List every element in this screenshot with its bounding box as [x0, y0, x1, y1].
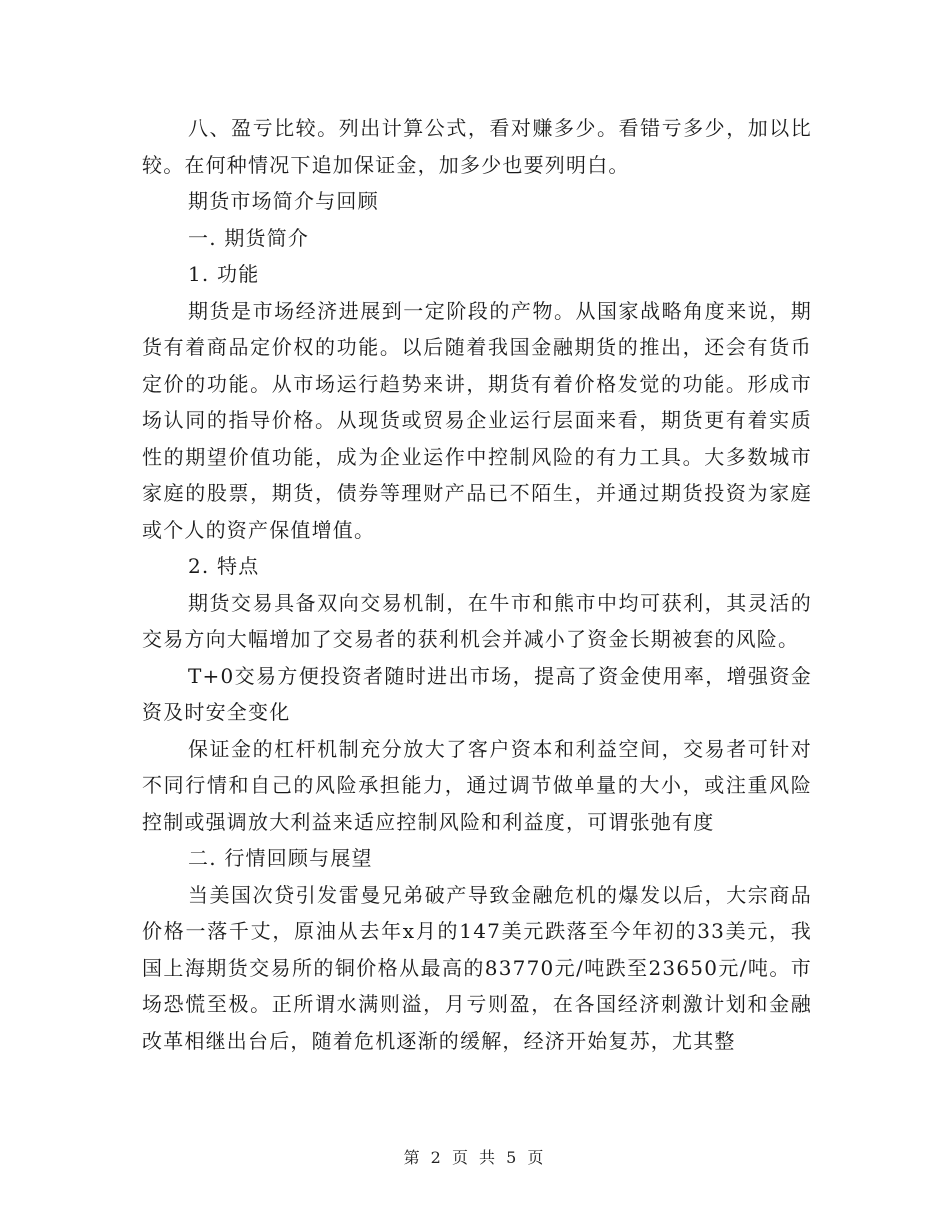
heading-futures-intro-review: 期货市场简介与回顾: [188, 189, 379, 213]
heading-functions: 1. 功能: [188, 262, 260, 286]
paragraph-functions: 期货是市场经济进展到一定阶段的产物。从国家战略角度来说，期货有着商品定价权的功能。以后随着我国金融期货的推出，还会有货币定价的功能。从市场运行趋势来讲，期货有着价格发觉的功能。形成市场认同的指导价格。从现货或贸易企业运行层面来看，期货更有着实质性的期望价值功能，成为企业运作中控制风险的有力工具。大多数城市家庭的股票，期货，债券等理财产品已不陌生，并通过期货投资为家庭或个人的资产保值增值。: [142, 298, 812, 542]
paragraph-margin-leverage: 保证金的杠杆机制充分放大了客户资本和利益空间，交易者可针对不同行情和自己的风险承担能力，通过调节做单量的大小，或注重风险控制或强调放大利益来适应控制风险和利益度，可谓张弛有度: [142, 736, 812, 834]
paragraph-profit-loss: 八、盈亏比较。列出计算公式，看对赚多少。看错亏多少，加以比较。在何种情况下追加保证金，加多少也要列明白。: [142, 116, 812, 177]
heading-features: 2. 特点: [188, 554, 260, 578]
page-footer: 第 2 页 共 5 页: [403, 1148, 547, 1167]
heading-section-two: 二. 行情回顾与展望: [188, 846, 373, 870]
paragraph-market-review: 当美国次贷引发雷曼兄弟破产导致金融危机的爆发以后，大宗商品价格一落千丈，原油从去年x月的147美元跌落至今年初的33美元，我国上海期货交易所的铜价格从最高的83770元/吨跌至23650元/吨。市场恐慌至极。正所谓水满则溢，月亏则盈，在各国经济刺激计划和金融改革相继出台后，随着危机逐渐的缓解，经济开始复苏，尤其整: [142, 882, 812, 1053]
paragraph-t0-trading: T+0交易方便投资者随时进出市场，提高了资金使用率，增强资金资及时安全变化: [142, 663, 812, 724]
paragraph-two-way-trading: 期货交易具备双向交易机制，在牛市和熊市中均可获利，其灵活的交易方向大幅增加了交易者的获利机会并减小了资金长期被套的风险。: [142, 590, 812, 651]
document-body: [142, 110, 812, 1059]
heading-section-one: 一. 期货简介: [188, 225, 310, 250]
